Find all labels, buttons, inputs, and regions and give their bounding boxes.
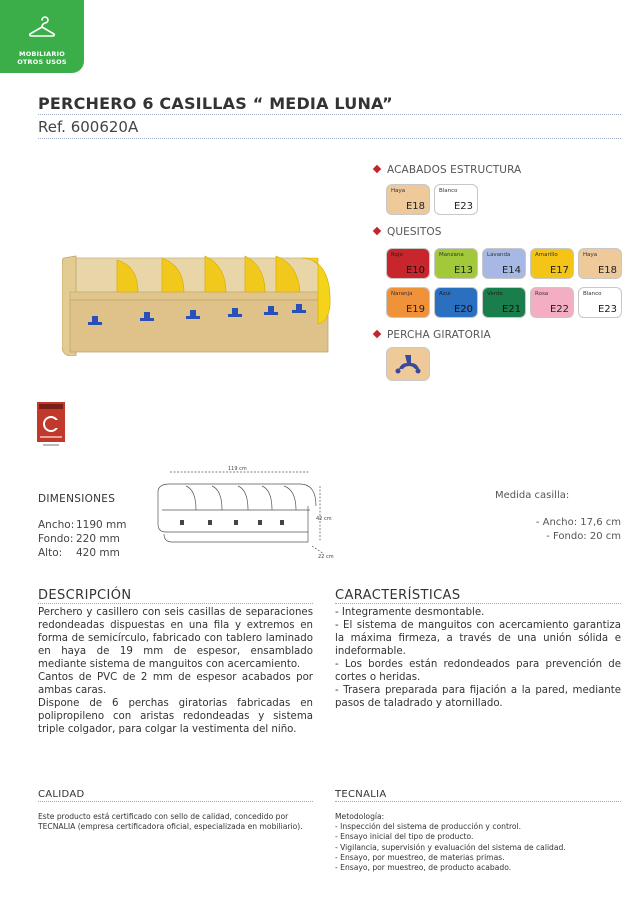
dim-row-fondo: Fondo: 220 mm [38, 533, 120, 545]
product-title: PERCHERO 6 CASILLAS “ MEDIA LUNA” [38, 94, 393, 113]
bullet-icon [373, 330, 381, 338]
swatch-name: Manzana [439, 252, 464, 258]
descripcion-paragraph: Perchero y casillero con seis casillas de separaciones redondeadas dispuestas en una fila y extremos en forma de semicírculo, fabricado con tablero laminado en haya de 19 mm de espesor, ensamblado mediante sistema de manguitos con acercamiento. [38, 607, 313, 670]
acabados-heading: ACABADOS ESTRUCTURA [374, 164, 521, 176]
caracteristicas-item: - Integramente desmontable. [335, 607, 485, 618]
swatch-code: E14 [501, 265, 521, 276]
dimensiones-heading: DIMENSIONES [38, 493, 116, 505]
swatch-name: Haya [583, 252, 598, 258]
bullet-icon [373, 227, 381, 235]
tecnalia-heading: TECNALIA [335, 789, 387, 800]
tecnalia-item: - Ensayo inicial del tipo de producto. [335, 832, 474, 842]
descripcion-heading: DESCRIPCIÓN [38, 588, 132, 603]
swatch-code: E22 [549, 304, 569, 315]
swatch-name: Haya [391, 188, 406, 194]
tecnalia-intro: Metodología: [335, 812, 385, 821]
divider [38, 801, 313, 802]
drawing-width-label: 119 cm [228, 466, 247, 472]
dim-row-ancho: Ancho: 1190 mm [38, 519, 127, 531]
color-swatch [530, 287, 574, 318]
percha-heading: PERCHA GIRATORIA [374, 329, 491, 341]
tecnalia-item: - Vigilancia, supervisión y evaluación del sistema de calidad. [335, 842, 566, 852]
swatch-name: Lavanda [487, 252, 511, 258]
color-swatch [434, 248, 478, 279]
divider [38, 114, 621, 115]
badge-label-line1: MOBILIARIO [19, 50, 65, 58]
medida-heading: Medida casilla: [495, 490, 570, 501]
swatch-name: Rojo [391, 252, 403, 258]
medida-row-fondo: - Fondo: 20 cm [546, 531, 621, 542]
swatch-code: E13 [453, 265, 473, 276]
category-badge [0, 0, 84, 73]
color-swatch [530, 248, 574, 279]
swatch-code: E10 [405, 265, 425, 276]
swatch-code: E19 [405, 304, 425, 315]
color-swatch [386, 287, 430, 318]
caracteristicas-item: - Los bordes están redondeados para prevención de cortes o heridas. [335, 659, 621, 683]
color-swatch [578, 287, 622, 318]
drawing-height-label: 42 cm [316, 516, 332, 522]
caracteristicas-heading: CARACTERÍSTICAS [335, 588, 461, 603]
swatch-code: E18 [597, 265, 617, 276]
swatch-code: E23 [453, 201, 473, 212]
rotating-hook-image [386, 347, 430, 381]
swatch-name: Blanco [583, 291, 602, 297]
tecnalia-item: - Inspección del sistema de producción y control. [335, 822, 522, 832]
quesitos-heading: QUESITOS [374, 226, 442, 238]
swatch-name: Rosa [535, 291, 549, 297]
product-ref: Ref. 600620A [38, 118, 139, 136]
swatch-code: E20 [453, 304, 473, 315]
hanger-icon [28, 14, 56, 38]
swatch-code: E23 [597, 304, 617, 315]
swatch-name: Blanco [439, 188, 458, 194]
calidad-heading: CALIDAD [38, 789, 85, 800]
swatch-code: E18 [405, 201, 425, 212]
medida-row-ancho: - Ancho: 17,6 cm [535, 517, 621, 528]
caracteristicas-item: - El sistema de manguitos con acercamiento garantiza la máxima firmeza, a través de una unión sólida e indeformable. [335, 620, 621, 657]
color-swatch [386, 184, 430, 215]
descripcion-paragraph: Dispone de 6 perchas giratorias fabricadas en polipropileno con aristas redondeadas y sistema triple colgador, para colgar la vestimenta del niño. [38, 698, 313, 735]
swatch-name: Naranja [391, 291, 413, 297]
descripcion-body [38, 606, 313, 736]
divider [38, 603, 313, 604]
swatch-code: E21 [501, 304, 521, 315]
color-swatch [578, 248, 622, 279]
dimension-drawing [150, 466, 340, 566]
calidad-text: Este producto está certificado con sello de calidad, concedido por TECNALIA (empresa certificadora oficial, especializada en mobiliario). [38, 812, 303, 832]
swatch-name: Azul [439, 291, 451, 297]
divider [335, 801, 621, 802]
color-swatch [386, 248, 430, 279]
badge-label-line2: OTROS USOS [17, 58, 67, 66]
bullet-icon [373, 165, 381, 173]
caracteristicas-item: - Trasera preparada para fijación a la pared, mediante pasos de taladrado y atornillado. [335, 685, 621, 709]
divider [38, 138, 621, 139]
dim-row-alto: Alto: 420 mm [38, 547, 120, 559]
color-swatch [482, 287, 526, 318]
tecnalia-body [335, 812, 621, 873]
color-swatch [434, 287, 478, 318]
tecnalia-item: - Ensayo, por muestreo, de materias primas. [335, 852, 505, 862]
swatch-name: Amarillo [535, 252, 558, 258]
color-swatch [434, 184, 478, 215]
drawing-depth-label: 22 cm [318, 554, 334, 560]
descripcion-paragraph: Cantos de PVC de 2 mm de espesor acabados por ambas caras. [38, 672, 313, 696]
product-image [62, 246, 332, 356]
color-swatch [482, 248, 526, 279]
caracteristicas-body [335, 606, 621, 710]
swatch-code: E17 [549, 265, 569, 276]
divider [335, 603, 621, 604]
swatch-name: Verde [487, 291, 503, 297]
tecnalia-item: - Ensayo, por muestreo, de producto acabado. [335, 863, 512, 873]
tecnalia-certification-logo [37, 402, 65, 448]
